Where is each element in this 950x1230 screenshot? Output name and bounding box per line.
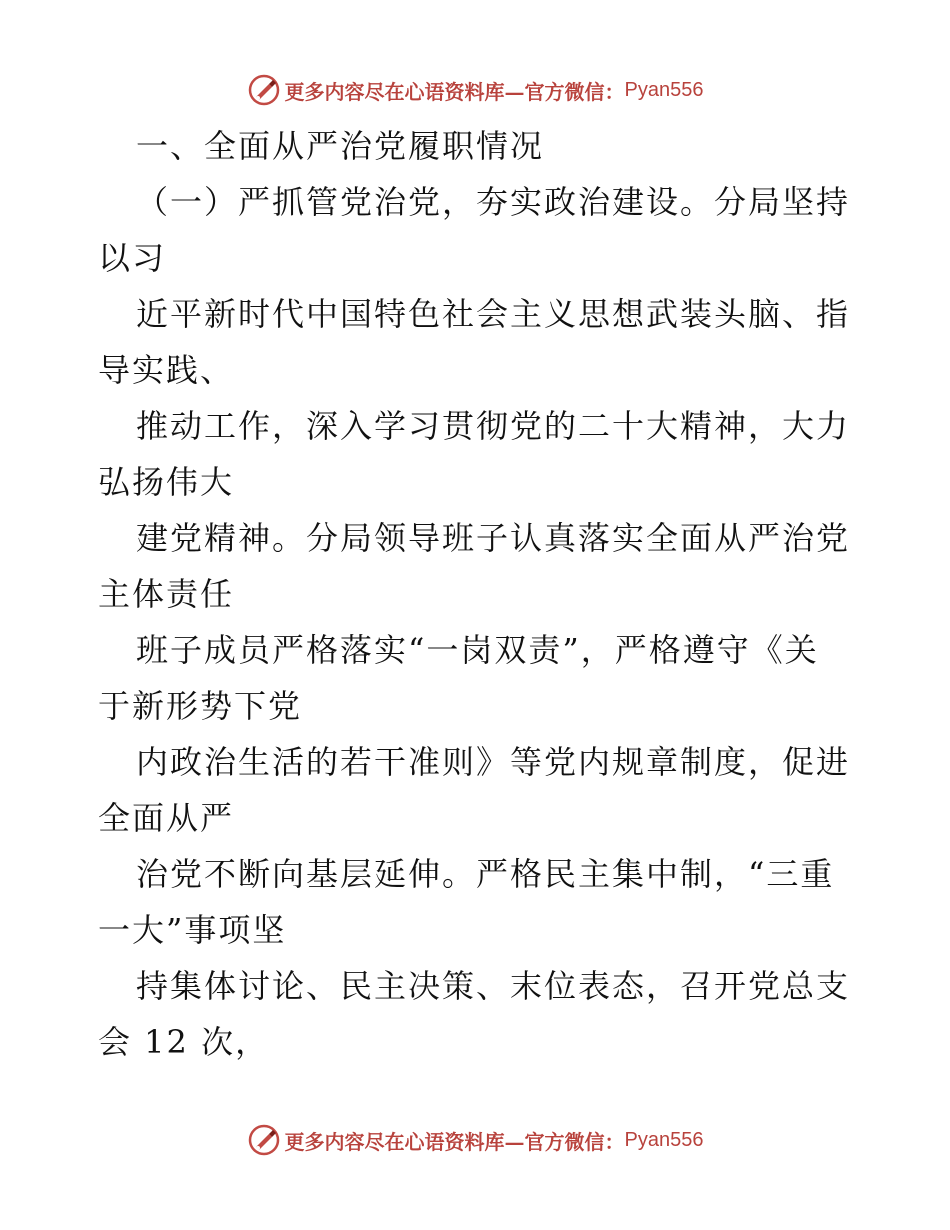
paragraph-line: 推动工作，深入学习贯彻党的二十大精神，大力: [136, 407, 851, 445]
pen-logo-icon: [247, 73, 281, 107]
paragraph-line: 班子成员严格落实“一岗双责”，严格遵守《关: [136, 631, 819, 669]
paragraph-line: 一大”事项坚: [98, 911, 287, 949]
paragraph-line: 弘扬伟大: [98, 463, 235, 501]
watermark-handle: Pyan556: [624, 1128, 704, 1151]
watermark-banner-bottom: [0, 1120, 950, 1160]
watermark-text: 更多内容尽在心语资料库—官方微信：: [284, 79, 625, 104]
paragraph-line: 建党精神。分局领导班子认真落实全面从严治党: [136, 519, 851, 557]
watermark-banner-top: [0, 70, 950, 110]
section-heading: 一、全面从严治党履职情况: [136, 127, 545, 165]
paragraph-line: 于新形势下党: [98, 687, 303, 725]
watermark-handle: Pyan556: [624, 78, 704, 101]
paragraph-line: 持集体讨论、民主决策、末位表态，召开党总支: [136, 967, 851, 1005]
pen-logo-icon: [247, 1123, 281, 1157]
paragraph-line: 全面从严: [98, 799, 235, 837]
watermark-text: 更多内容尽在心语资料库—官方微信：: [284, 1129, 625, 1154]
paragraph-line: 主体责任: [98, 575, 235, 613]
paragraph-line: 以习: [98, 239, 167, 277]
paragraph-line: 导实践、: [98, 351, 235, 389]
document-body: [98, 118, 858, 1070]
paragraph-line: 治党不断向基层延伸。严格民主集中制，“三重: [136, 855, 835, 893]
paragraph-line: 内政治生活的若干准则》等党内规章制度，促进: [136, 743, 851, 781]
paragraph-line: 近平新时代中国特色社会主义思想武装头脑、指: [136, 295, 851, 333]
paragraph-line: （一）严抓管党治党，夯实政治建设。分局坚持: [136, 183, 851, 221]
paragraph-line: 会 12 次，: [98, 1023, 270, 1061]
